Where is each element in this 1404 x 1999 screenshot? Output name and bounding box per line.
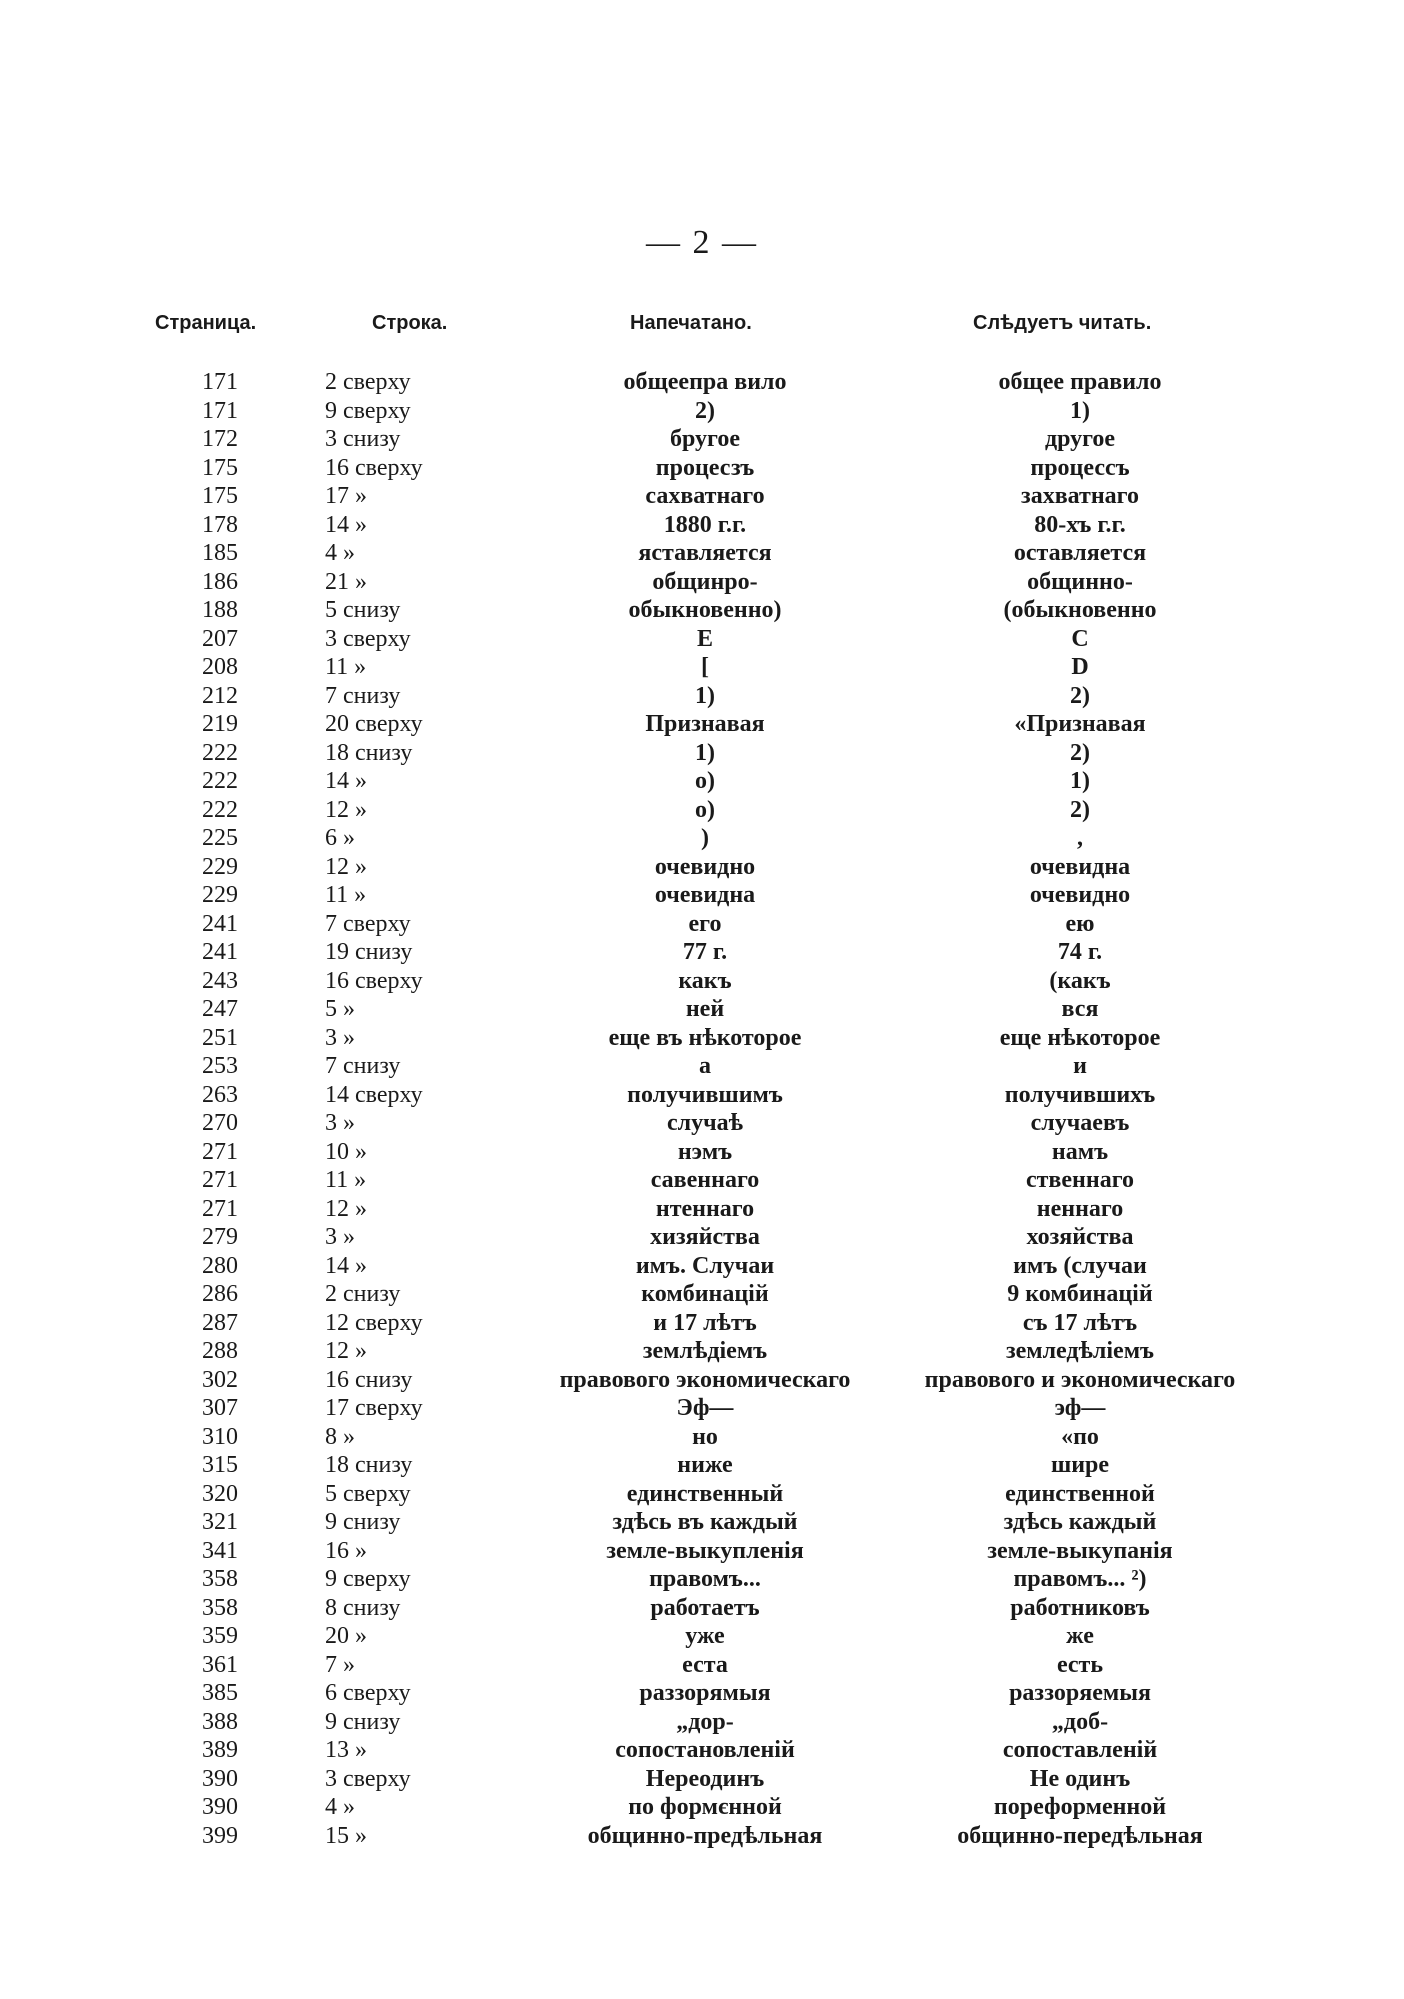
table-header	[0, 312, 1404, 344]
table-row	[0, 1622, 1404, 1651]
cell-line: 14 сверху	[325, 1081, 423, 1108]
cell-line: 17 »	[325, 483, 367, 509]
table-row	[0, 368, 1404, 397]
table-row	[0, 1822, 1404, 1851]
cell-should-read: получившихъ	[1004, 1081, 1156, 1108]
cell-line: 2 сверху	[325, 369, 411, 395]
cell-should-read: очевидно	[1029, 882, 1131, 908]
cell-line: 19 снизу	[325, 939, 413, 965]
cell-page: 310	[202, 1423, 238, 1450]
cell-page: 271	[202, 1167, 238, 1193]
cell-printed: савеннаго	[650, 1167, 760, 1193]
cell-line: 8 »	[325, 1423, 355, 1450]
cell-line: 10 »	[325, 1138, 367, 1165]
table-row	[0, 881, 1404, 910]
table-row	[0, 995, 1404, 1024]
table-row	[0, 511, 1404, 540]
table-row	[0, 1565, 1404, 1594]
table-row	[0, 625, 1404, 654]
cell-printed: но	[692, 1423, 718, 1450]
cell-should-read: единственной	[1005, 1480, 1155, 1507]
cell-should-read: имъ (случаи	[1013, 1252, 1147, 1279]
cell-printed: обыкновенно)	[628, 597, 782, 623]
cell-printed: нтеннаго	[655, 1195, 755, 1222]
cell-page: 185	[202, 540, 238, 566]
cell-printed: Е	[696, 625, 713, 652]
cell-should-read: ственнаго	[1025, 1167, 1134, 1193]
cell-printed: очевидна	[654, 882, 756, 908]
cell-line: 9 снизу	[325, 1708, 401, 1735]
cell-printed: случаѣ	[666, 1110, 744, 1136]
cell-page: 321	[202, 1509, 238, 1535]
cell-should-read: земле-выкупанія	[987, 1537, 1173, 1564]
cell-printed: единственный	[626, 1480, 784, 1507]
table-row	[0, 653, 1404, 682]
cell-should-read: съ 17 лѣтъ	[1022, 1309, 1138, 1336]
cell-page: 243	[202, 967, 238, 994]
cell-should-read: раззоряемыя	[1009, 1680, 1151, 1706]
cell-page: 222	[202, 768, 238, 794]
cell-should-read: 2)	[1070, 682, 1090, 709]
cell-page: 286	[202, 1281, 238, 1307]
cell-line: 12 »	[325, 853, 367, 880]
cell-printed: нэмъ	[677, 1138, 733, 1165]
cell-line: 14 »	[325, 511, 367, 538]
cell-line: 14 »	[325, 1252, 367, 1279]
cell-printed: )	[701, 825, 709, 851]
cell-line: 7 снизу	[325, 1053, 401, 1079]
cell-should-read: правомъ... ²)	[1013, 1566, 1147, 1592]
cell-page: 251	[202, 1024, 238, 1051]
table-row	[0, 1537, 1404, 1566]
cell-should-read: «по	[1061, 1423, 1099, 1450]
cell-line: 14 »	[325, 768, 367, 794]
cell-line: 5 сверху	[325, 1480, 411, 1507]
cell-page: 385	[202, 1680, 238, 1706]
cell-line: 15 »	[325, 1822, 367, 1849]
table-row	[0, 853, 1404, 882]
cell-printed: а	[699, 1053, 711, 1079]
cell-line: 7 снизу	[325, 682, 401, 709]
cell-page: 279	[202, 1224, 238, 1250]
table-row	[0, 1252, 1404, 1281]
page-number: — 2 —	[646, 224, 758, 261]
cell-printed: процесзъ	[655, 454, 755, 481]
cell-printed: еще въ нѣкоторое	[608, 1024, 802, 1051]
cell-page: 222	[202, 739, 238, 766]
cell-printed: хизяйства	[650, 1224, 760, 1250]
cell-page: 287	[202, 1309, 238, 1336]
cell-page: 171	[202, 397, 238, 424]
cell-should-read: общинно-передѣльная	[957, 1822, 1203, 1849]
cell-should-read: захватнаго	[1021, 483, 1139, 509]
cell-printed: сопостановленій	[615, 1737, 795, 1763]
table-row	[0, 1081, 1404, 1110]
cell-should-read: земледѣліемъ	[1005, 1338, 1155, 1364]
cell-page: 208	[202, 654, 238, 680]
table-row	[0, 910, 1404, 939]
cell-printed: [	[701, 654, 709, 680]
cell-should-read: неннаго	[1036, 1195, 1124, 1222]
cell-should-read: эф—	[1054, 1395, 1106, 1421]
cell-printed: о)	[695, 796, 715, 823]
table-row	[0, 1052, 1404, 1081]
cell-should-read: „доб-	[1051, 1708, 1109, 1735]
table-row	[0, 397, 1404, 426]
table-row	[0, 1594, 1404, 1623]
cell-line: 11 »	[325, 882, 367, 908]
cell-printed: уже	[685, 1623, 725, 1649]
cell-line: 5 снизу	[325, 597, 401, 623]
cell-should-read: хозяйства	[1026, 1224, 1134, 1250]
table-row	[0, 1793, 1404, 1822]
cell-line: 5 »	[325, 996, 355, 1022]
cell-printed: еста	[682, 1651, 728, 1678]
cell-printed: и 17 лѣтъ	[653, 1309, 757, 1336]
cell-line: 3 »	[325, 1110, 355, 1136]
cell-page: 341	[202, 1537, 238, 1564]
table-row	[0, 767, 1404, 796]
cell-printed: Признавая	[645, 711, 765, 737]
cell-page: 253	[202, 1053, 238, 1079]
table-row	[0, 1394, 1404, 1423]
cell-page: 390	[202, 1794, 238, 1820]
cell-line: 16 »	[325, 1537, 367, 1564]
cell-line: 12 »	[325, 796, 367, 823]
header-line: Строка.	[372, 312, 448, 334]
table-row	[0, 1195, 1404, 1224]
cell-page: 219	[202, 711, 238, 737]
cell-line: 16 сверху	[325, 454, 423, 481]
cell-page: 358	[202, 1566, 238, 1592]
cell-printed: ней	[685, 996, 725, 1022]
table-row	[0, 1423, 1404, 1452]
table-row	[0, 1480, 1404, 1509]
table-row	[0, 824, 1404, 853]
cell-printed: по формєнной	[628, 1794, 782, 1820]
cell-page: 241	[202, 910, 238, 937]
cell-line: 3 »	[325, 1224, 355, 1250]
cell-page: 302	[202, 1366, 238, 1393]
cell-printed: бругое	[670, 426, 740, 452]
cell-page: 229	[202, 853, 238, 880]
cell-should-read: D	[1071, 654, 1089, 680]
cell-line: 12 »	[325, 1195, 367, 1222]
cell-printed: получившимъ	[627, 1081, 783, 1108]
cell-should-read: 1)	[1070, 768, 1090, 794]
table-row	[0, 1337, 1404, 1366]
table-row	[0, 796, 1404, 825]
cell-printed: имъ. Случаи	[635, 1252, 775, 1279]
cell-should-read: (обыкновенно	[1003, 597, 1157, 623]
cell-should-read: оставляется	[1013, 540, 1147, 566]
cell-should-read: 2)	[1070, 739, 1090, 766]
table-row	[0, 1765, 1404, 1794]
table-row	[0, 596, 1404, 625]
cell-line: 17 сверху	[325, 1395, 423, 1421]
cell-should-read: работниковъ	[1010, 1594, 1150, 1621]
cell-should-read: 80-хъ г.г.	[1034, 511, 1126, 538]
table-row	[0, 1679, 1404, 1708]
cell-printed: очевидно	[654, 853, 756, 880]
cell-page: 361	[202, 1651, 238, 1678]
table-row	[0, 539, 1404, 568]
header-page: Страница.	[155, 312, 257, 334]
cell-should-read: вся	[1061, 996, 1099, 1022]
cell-printed: землѣдіемъ	[642, 1338, 768, 1364]
cell-line: 8 снизу	[325, 1594, 401, 1621]
cell-should-read: есть	[1056, 1651, 1104, 1678]
cell-should-read: здѣсь каждый	[1003, 1509, 1157, 1535]
table-row	[0, 1736, 1404, 1765]
table-row	[0, 682, 1404, 711]
cell-line: 20 »	[325, 1623, 367, 1649]
cell-line: 21 »	[325, 568, 367, 595]
cell-printed: правового экономическаго	[559, 1366, 851, 1393]
table-row	[0, 1138, 1404, 1167]
cell-should-read: 74 г.	[1057, 939, 1103, 965]
cell-should-read: и	[1073, 1053, 1087, 1079]
cell-page: 320	[202, 1480, 238, 1507]
cell-printed: общеепра вило	[623, 369, 787, 395]
cell-line: 9 снизу	[325, 1509, 401, 1535]
table-row	[0, 1223, 1404, 1252]
cell-printed: раззорямыя	[639, 1680, 771, 1706]
cell-page: 171	[202, 369, 238, 395]
cell-should-read: общее правило	[998, 369, 1162, 395]
cell-printed: Нереодинъ	[645, 1765, 765, 1792]
cell-line: 18 снизу	[325, 1452, 413, 1478]
table-row	[0, 568, 1404, 597]
cell-should-read: правового и экономическаго	[924, 1366, 1236, 1393]
table-row	[0, 454, 1404, 483]
cell-printed: ниже	[677, 1452, 733, 1478]
cell-should-read: очевидна	[1029, 853, 1131, 880]
cell-page: 359	[202, 1623, 238, 1649]
cell-should-read: случаевъ	[1030, 1110, 1130, 1136]
cell-page: 399	[202, 1822, 238, 1849]
table-row	[0, 710, 1404, 739]
table-row	[0, 1109, 1404, 1138]
table-row	[0, 1451, 1404, 1480]
cell-printed: комбинацій	[641, 1281, 769, 1307]
cell-should-read: же	[1066, 1623, 1094, 1649]
cell-should-read: «Признавая	[1014, 711, 1146, 737]
cell-printed: яставляется	[638, 540, 772, 566]
cell-line: 3 снизу	[325, 426, 401, 452]
cell-should-read: процессъ	[1030, 454, 1130, 481]
table-row	[0, 1651, 1404, 1680]
cell-line: 11 »	[325, 1167, 367, 1193]
cell-page: 225	[202, 825, 238, 851]
cell-page: 389	[202, 1737, 238, 1763]
table-row	[0, 967, 1404, 996]
cell-page: 271	[202, 1195, 238, 1222]
cell-page: 307	[202, 1395, 238, 1421]
table-row	[0, 1309, 1404, 1338]
cell-page: 207	[202, 625, 238, 652]
table-row	[0, 1166, 1404, 1195]
header-printed: Напечатано.	[630, 312, 752, 334]
cell-should-read: С	[1071, 625, 1089, 652]
cell-page: 229	[202, 882, 238, 908]
cell-should-read: 2)	[1070, 796, 1090, 823]
cell-should-read: (какъ	[1049, 967, 1111, 994]
cell-should-read: Не одинъ	[1029, 1765, 1131, 1792]
cell-printed: работаетъ	[650, 1594, 760, 1621]
cell-printed: 77 г.	[682, 939, 728, 965]
cell-page: 270	[202, 1110, 238, 1136]
header-should-read: Слѣдуетъ читать.	[973, 312, 1152, 334]
cell-page: 358	[202, 1594, 238, 1621]
cell-line: 4 »	[325, 1794, 355, 1820]
cell-page: 271	[202, 1138, 238, 1165]
cell-line: 9 сверху	[325, 397, 411, 424]
cell-page: 315	[202, 1452, 238, 1478]
errata-table	[0, 368, 1404, 1850]
cell-printed: 1)	[695, 682, 715, 709]
cell-line: 12 »	[325, 1338, 367, 1364]
cell-line: 3 »	[325, 1024, 355, 1051]
cell-page: 175	[202, 454, 238, 481]
cell-page: 247	[202, 996, 238, 1022]
table-row	[0, 1366, 1404, 1395]
cell-line: 4 »	[325, 540, 355, 566]
cell-page: 263	[202, 1081, 238, 1108]
cell-should-read: другое	[1044, 426, 1116, 452]
cell-printed: здѣсь въ каждый	[612, 1509, 798, 1535]
cell-should-read: 9 комбинацій	[1007, 1281, 1153, 1307]
cell-printed: сахватнаго	[645, 483, 765, 509]
cell-line: 16 сверху	[325, 967, 423, 994]
cell-should-read: 1)	[1070, 397, 1090, 424]
cell-line: 7 сверху	[325, 910, 411, 937]
cell-printed: 2)	[695, 397, 715, 424]
cell-printed: его	[688, 910, 722, 937]
cell-line: 11 »	[325, 654, 367, 680]
cell-printed: „дор-	[676, 1708, 734, 1735]
cell-line: 7 »	[325, 1651, 355, 1678]
cell-line: 6 »	[325, 825, 355, 851]
table-row	[0, 1024, 1404, 1053]
table-row	[0, 1508, 1404, 1537]
cell-page: 178	[202, 511, 238, 538]
cell-printed: общинно-предѣльная	[587, 1822, 823, 1849]
cell-should-read: шире	[1050, 1452, 1110, 1478]
cell-should-read: намъ	[1051, 1138, 1109, 1165]
cell-should-read: сопоставленій	[1002, 1737, 1158, 1763]
cell-line: 18 снизу	[325, 739, 413, 766]
cell-line: 16 снизу	[325, 1366, 413, 1393]
cell-printed: какъ	[678, 967, 732, 994]
cell-should-read: общинно-	[1027, 568, 1133, 595]
cell-line: 3 сверху	[325, 1765, 411, 1792]
cell-page: 212	[202, 682, 238, 709]
cell-printed: 1880 г.г.	[663, 511, 747, 538]
cell-line: 20 сверху	[325, 711, 423, 737]
cell-line: 13 »	[325, 1737, 367, 1763]
cell-should-read: еще нѣкоторое	[999, 1024, 1161, 1051]
cell-line: 2 снизу	[325, 1281, 401, 1307]
cell-printed: 1)	[695, 739, 715, 766]
table-row	[0, 425, 1404, 454]
table-row	[0, 1280, 1404, 1309]
cell-line: 3 сверху	[325, 625, 411, 652]
cell-page: 186	[202, 568, 238, 595]
table-row	[0, 739, 1404, 768]
cell-should-read: ею	[1065, 910, 1095, 937]
cell-page: 390	[202, 1765, 238, 1792]
table-row	[0, 938, 1404, 967]
cell-should-read: ,	[1077, 825, 1083, 851]
cell-page: 172	[202, 426, 238, 452]
cell-page: 288	[202, 1338, 238, 1364]
table-row	[0, 1708, 1404, 1737]
cell-line: 6 сверху	[325, 1680, 411, 1706]
cell-line: 12 сверху	[325, 1309, 423, 1336]
cell-printed: общинро-	[652, 568, 758, 595]
cell-should-read: пореформенной	[993, 1794, 1167, 1820]
cell-printed: земле-выкупленія	[606, 1537, 804, 1564]
cell-printed: о)	[695, 768, 715, 794]
cell-page: 280	[202, 1252, 238, 1279]
cell-page: 188	[202, 597, 238, 623]
table-row	[0, 482, 1404, 511]
cell-line: 9 сверху	[325, 1566, 411, 1592]
cell-printed: Эф—	[676, 1395, 734, 1421]
cell-printed: правомъ...	[649, 1566, 761, 1592]
cell-page: 388	[202, 1708, 238, 1735]
cell-page: 241	[202, 939, 238, 965]
cell-page: 222	[202, 796, 238, 823]
cell-page: 175	[202, 483, 238, 509]
